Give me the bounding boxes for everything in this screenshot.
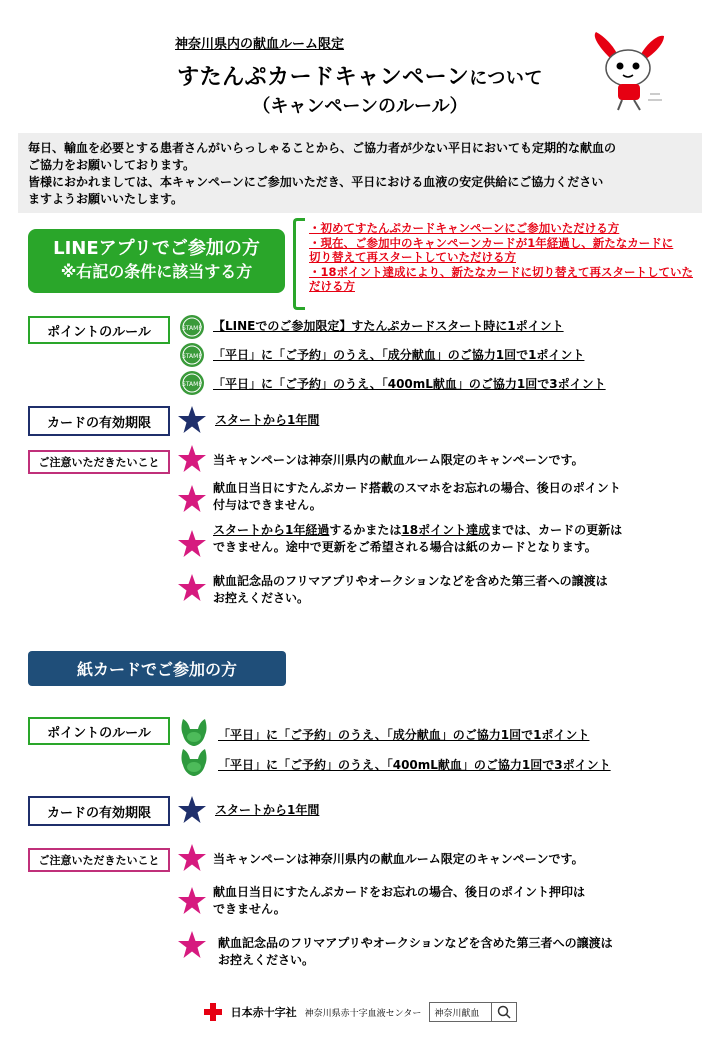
center-name: 神奈川県赤十字血液センター xyxy=(304,1008,422,1019)
note-item xyxy=(213,480,621,514)
paper-notes-label: ご注意いただきたいこと xyxy=(28,848,170,872)
note-line: 献血日当日にすたんぷカードをお忘れの場合、後日のポイント押印は xyxy=(213,885,586,899)
note-item xyxy=(213,522,622,556)
navy-star-icon xyxy=(177,795,207,825)
line-participant-box xyxy=(28,229,285,293)
line-box-subtitle: ※右記の条件に該当する方 xyxy=(60,262,253,281)
page-subtitle: （キャンペーンのルール） xyxy=(252,96,468,117)
note-line: 献血日当日にすたんぷカード搭載のスマホをお忘れの場合、後日のポイント xyxy=(213,481,621,495)
paper-point-rule-label: ポイントのルール xyxy=(28,717,170,745)
point-rule-item: 「平日」に「ご予約」のうえ、「400mL献血」のご協力1回で3ポイント xyxy=(213,377,606,391)
line-expiry-label: カードの有効期限 xyxy=(28,406,170,436)
magenta-star-icon xyxy=(177,529,207,559)
line-box-title: LINEアプリでご参加の方 xyxy=(53,238,260,259)
svg-text:STAMP: STAMP xyxy=(182,325,202,332)
green-leaf-icon xyxy=(177,717,211,747)
svg-text:STAMP: STAMP xyxy=(182,353,202,360)
point-rule-item: 「平日」に「ご予約」のうえ、「成分献血」のご協力1回で1ポイント xyxy=(213,348,585,362)
mascot-character-icon xyxy=(588,28,668,114)
magenta-star-icon xyxy=(177,886,207,916)
note-item xyxy=(218,935,613,969)
search-field[interactable]: 神奈川献血 xyxy=(430,1003,492,1021)
stamp-icon xyxy=(179,370,205,396)
condition-line: ・初めてすたんぷカードキャンペーンにご参加いただける方 xyxy=(309,221,620,235)
point-rule-item: 「平日」に「ご予約」のうえ、「400mL献血」のご協力1回で3ポイント xyxy=(218,758,611,772)
bracket-divider xyxy=(293,218,305,310)
paper-expiry-label: カードの有効期限 xyxy=(28,796,170,826)
magenta-star-icon xyxy=(177,930,207,960)
navy-star-icon xyxy=(177,405,207,435)
line-point-rule-label: ポイントのルール xyxy=(28,316,170,344)
magenta-star-icon xyxy=(177,444,207,474)
search-icon xyxy=(497,1005,511,1019)
condition-line: ・18ポイント達成により、新たなカードに切り替えて再スタートしていた xyxy=(309,264,693,279)
search-box[interactable] xyxy=(429,1002,517,1022)
magenta-star-icon xyxy=(177,484,207,514)
note-emphasis: スタートから1年経過 xyxy=(213,523,330,537)
intro-line: ご協力をお願いしております。 xyxy=(28,158,196,172)
paper-card-participant-box: 紙カードでご参加の方 xyxy=(28,651,286,686)
expiry-text: スタートから1年間 xyxy=(215,413,320,427)
condition-line: 切り替えて再スタートしていただける方 xyxy=(309,250,516,264)
intro-message xyxy=(18,133,702,213)
note-line: お控えください。 xyxy=(213,591,310,605)
line-conditions xyxy=(309,221,704,294)
point-rule-item: 「平日」に「ご予約」のうえ、「成分献血」のご協力1回で1ポイント xyxy=(218,728,590,742)
note-fragment: までは、カードの更新は xyxy=(490,523,623,537)
search-button[interactable] xyxy=(492,1003,516,1021)
note-line: お控えください。 xyxy=(218,953,315,967)
stamp-icon xyxy=(179,342,205,368)
condition-line: ・現在、ご参加中のキャンペーンカードが1年経過し、新たなカードに xyxy=(309,235,674,250)
green-leaf-icon xyxy=(177,747,211,777)
title-main: すたんぷカードキャンペーン xyxy=(177,65,470,90)
red-cross-icon xyxy=(203,1002,223,1022)
note-line: 献血記念品のフリマアプリやオークションなどを含めた第三者への譲渡は xyxy=(218,936,613,950)
top-label: 神奈川県内の献血ルーム限定 xyxy=(175,37,345,52)
note-emphasis: 18ポイント達成 xyxy=(401,523,491,537)
note-line: 献血記念品のフリマアプリやオークションなどを含めた第三者への譲渡は xyxy=(213,574,608,588)
magenta-star-icon xyxy=(177,843,207,873)
condition-line: だける方 xyxy=(309,279,355,293)
line-notes-label: ご注意いただきたいこと xyxy=(28,450,170,474)
magenta-star-icon xyxy=(177,573,207,603)
note-fragment: するかまたは xyxy=(329,523,402,537)
note-item: 当キャンペーンは神奈川県内の献血ルーム限定のキャンペーンです。 xyxy=(213,852,584,866)
note-item xyxy=(213,573,608,607)
intro-line: 毎日、輸血を必要とする患者さんがいらっしゃることから、ご協力者が少ない平日においても定期的な献血の xyxy=(28,141,617,155)
expiry-text: スタートから1年間 xyxy=(215,803,320,817)
point-rule-item: 【LINEでのご参加限定】すたんぷカードスタート時に1ポイント xyxy=(213,319,564,333)
note-line: できません。 xyxy=(213,902,286,916)
note-line: できません。途中で更新をご希望される場合は紙のカードとなります。 xyxy=(213,540,597,554)
intro-line: 皆様におかれましては、本キャンペーンにご参加いただき、平日における血液の安定供給にご協力ください xyxy=(28,175,604,189)
note-item xyxy=(213,884,585,918)
footer xyxy=(0,1000,720,1024)
svg-text:STAMP: STAMP xyxy=(182,381,202,388)
org-name: 日本赤十字社 xyxy=(230,1006,297,1019)
stamp-icon xyxy=(179,314,205,340)
note-item: 当キャンペーンは神奈川県内の献血ルーム限定のキャンペーンです。 xyxy=(213,453,584,467)
intro-line: ますようお願いいたします。 xyxy=(28,192,184,206)
note-line: 付与はできません。 xyxy=(213,498,322,512)
title-suffix: について xyxy=(469,68,543,89)
